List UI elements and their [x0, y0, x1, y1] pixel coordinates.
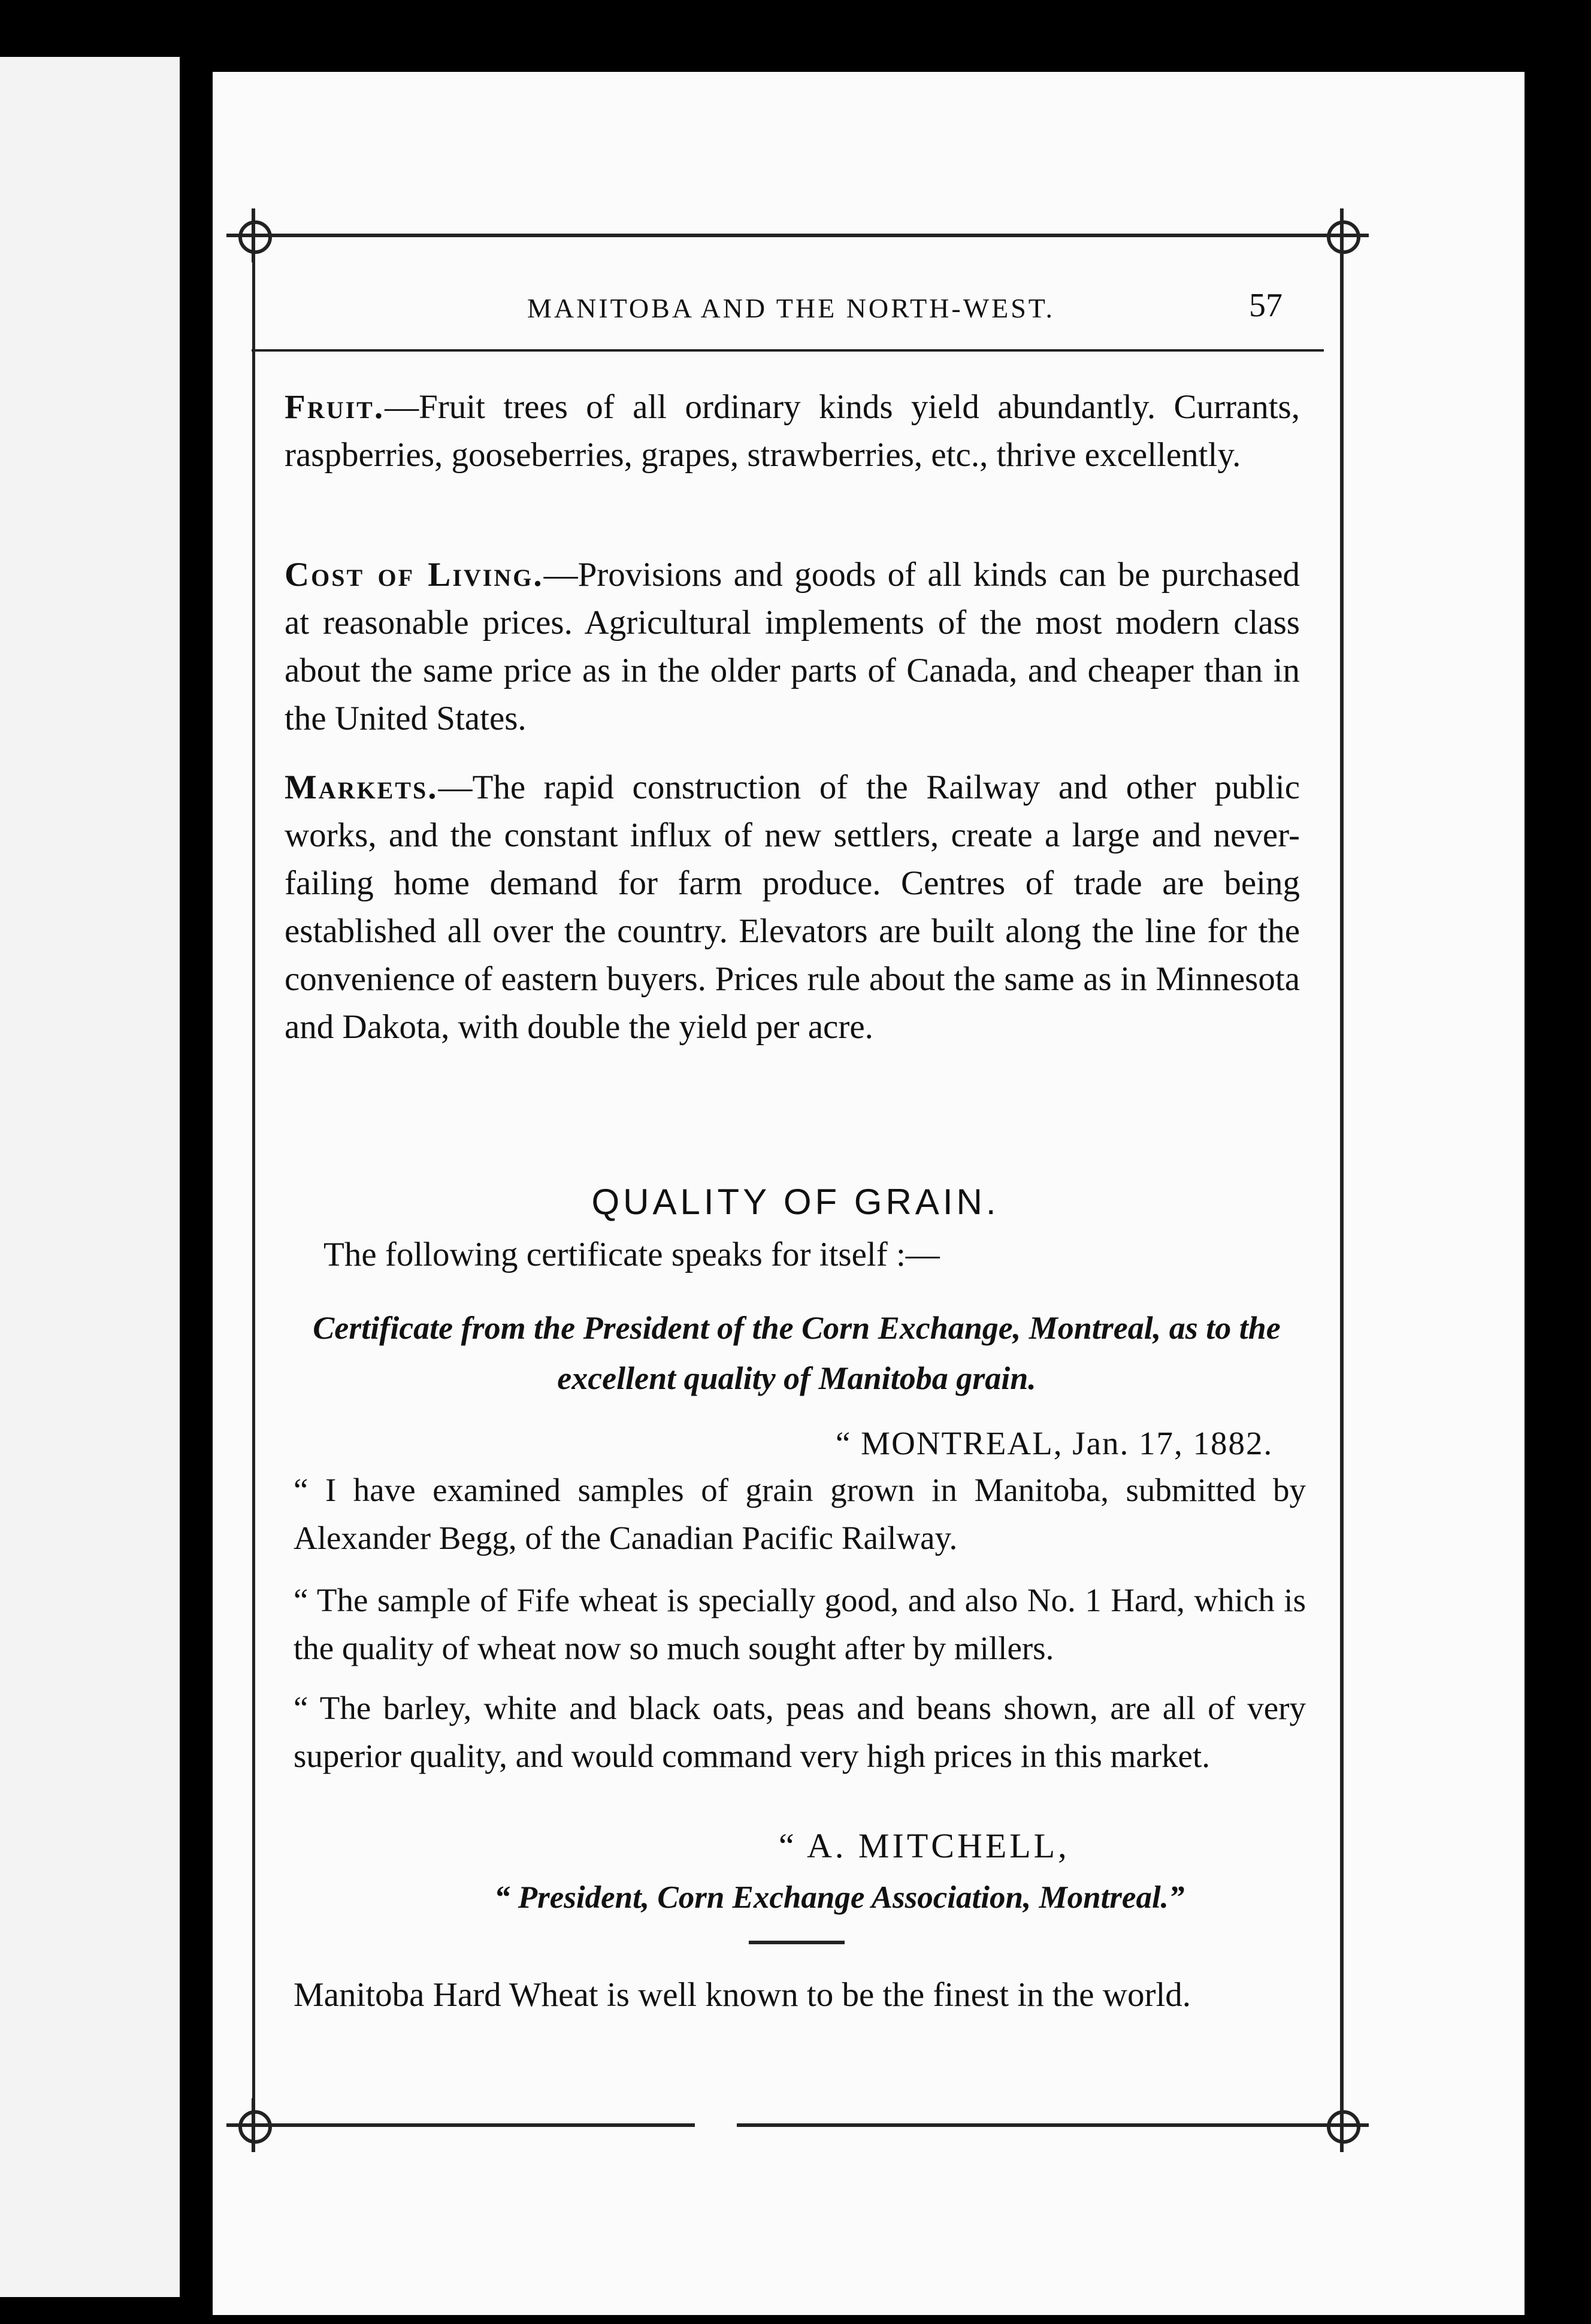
certificate-intro: The following certificate speaks for itself :— — [323, 1236, 940, 1273]
corner-ornament-top-right — [1315, 208, 1369, 262]
quote-paragraph: “ The barley, white and black oats, peas and beans shown, are all of very superior quality, and would command very high prices in this market. — [294, 1690, 1306, 1774]
letter-dateline: “ MONTREAL, Jan. 17, 1882. — [836, 1425, 1274, 1461]
frame-bottom-rule-right — [737, 2123, 1342, 2127]
section-fruit — [285, 383, 1300, 479]
section-lead: Cost of Living. — [285, 556, 544, 594]
quote-paragraph: “ I have examined samples of grain grown in Manitoba, submitted by Alexander Begg, of the Canadian Pacific Railway. — [294, 1472, 1306, 1556]
section-body: —Fruit trees of all ordinary kinds yield abundantly. Currants, raspberries, gooseberries, grapes, strawberries, etc., thrive excellently. — [285, 388, 1300, 474]
section-heading: QUALITY OF GRAIN. — [591, 1182, 1000, 1222]
section-markets — [285, 764, 1300, 1051]
section-lead: Markets. — [285, 768, 438, 806]
running-head: MANITOBA AND THE NORTH-WEST. — [527, 293, 1055, 323]
section-divider — [749, 1941, 845, 1944]
corner-ornament-bottom-right — [1315, 2098, 1369, 2152]
signature-name: “ A. MITCHELL, — [779, 1826, 1070, 1865]
gutter-shadow — [180, 57, 196, 2297]
adjacent-page-edge — [0, 57, 186, 2297]
certificate-caption: Certificate from the President of the Corn Exchange, Montreal, as to the excellent quality of Manitoba grain. — [313, 1310, 1281, 1396]
signature-title: “ President, Corn Exchange Association, Montreal.” — [494, 1880, 1185, 1915]
quote-paragraph: “ The sample of Fife wheat is specially good, and also No. 1 Hard, which is the quality of wheat now so much sought after by millers. — [294, 1582, 1306, 1666]
section-cost-of-living — [285, 551, 1300, 743]
section-lead: Fruit. — [285, 388, 385, 426]
corner-ornament-bottom-left — [226, 2098, 280, 2152]
closing-statement: Manitoba Hard Wheat is well known to be the finest in the world. — [294, 1976, 1191, 2014]
page-number: 57 — [1249, 287, 1283, 324]
section-body: —The rapid construction of the Railway and other public works, and the constant influx of new settlers, create a large and never-failing home demand for farm produce. Centres of trade are being established all over the country. Elevators are built along the line for the convenience of eastern buyers. Prices rule about the same as in Minnesota and Dakota, with double the yield per acre. — [285, 768, 1300, 1046]
frame-top-rule — [264, 234, 1342, 237]
section-body: —Provisions and goods of all kinds can be purchased at reasonable prices. Agricultural implements of the most modern class about the same price as in the older parts of Canada, and cheaper than in the United States. — [285, 556, 1300, 737]
header-underline — [252, 349, 1324, 352]
corner-ornament-top-left — [226, 208, 280, 262]
frame-bottom-rule-left — [264, 2123, 695, 2127]
